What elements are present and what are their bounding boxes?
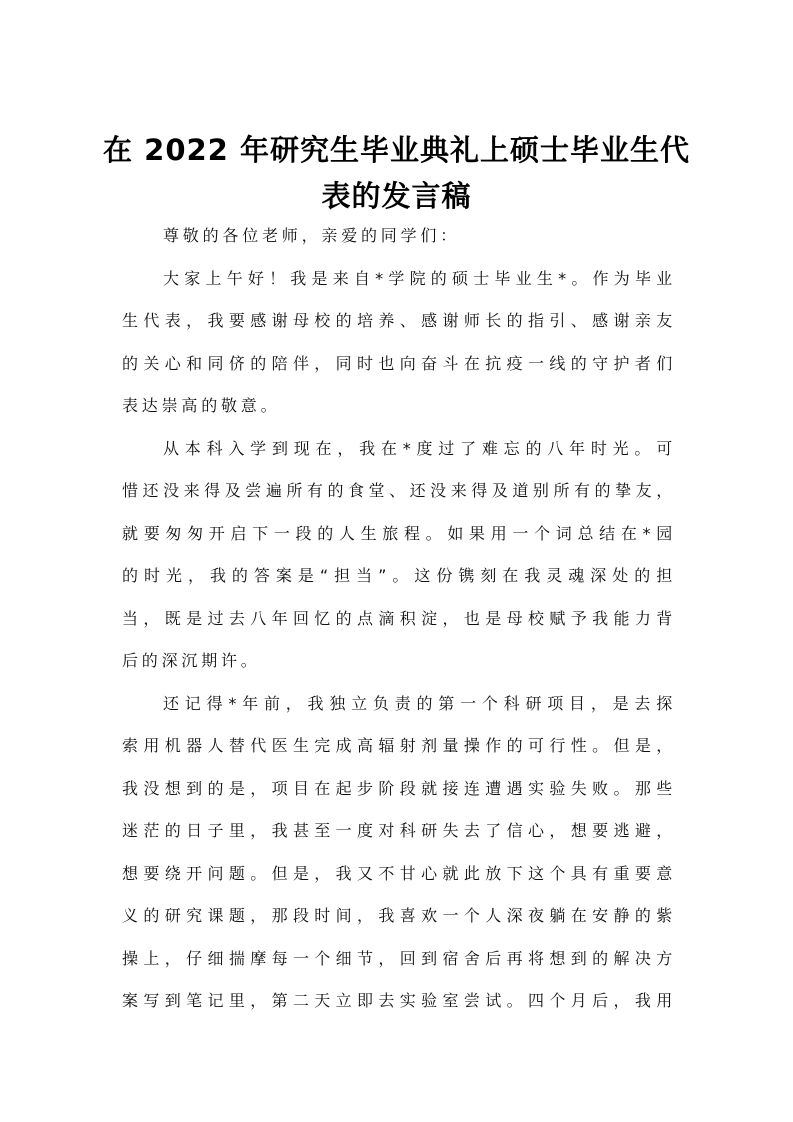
paragraph-line: 大家上午好！我是来自*学院的硕士毕业生*。作为毕业 — [163, 268, 676, 288]
paragraph — [122, 435, 676, 690]
paragraph-line: 后的深沉期许。 — [122, 651, 261, 670]
paragraph-line: 索用机器人替代医生完成高辐射剂量操作的可行性。但是， — [122, 736, 676, 755]
paragraph-line: 迷茫的日子里，我甚至一度对科研失去了信心，想要逃避， — [122, 821, 676, 840]
paragraph-line: 表达崇高的敬意。 — [122, 396, 281, 415]
paragraph — [122, 265, 676, 435]
paragraph-line: 惜还没来得及尝遍所有的食堂、还没来得及道别所有的挚友， — [122, 481, 676, 500]
document-title-line-1: 在 2022 年研究生毕业典礼上硕士毕业生代 — [103, 133, 690, 167]
document-body — [122, 222, 676, 1030]
paragraph-line: 我没想到的是，项目在起步阶段就接连遭遇实验失败。那些 — [122, 778, 676, 798]
paragraph-line: 还记得*年前，我独立负责的第一个科研项目，是去探 — [163, 693, 676, 713]
paragraph — [122, 222, 676, 265]
paragraph — [122, 690, 676, 1030]
document-title-line-2: 表的发言稿 — [321, 179, 472, 213]
paragraph-line: 操上，仔细揣摩每一个细节，回到宿舍后再将想到的解决方 — [122, 948, 676, 968]
paragraph-line: 的时光，我的答案是“担当”。这份镌刻在我灵魂深处的担 — [122, 566, 676, 585]
paragraph-line: 就要匆匆开启下一段的人生旅程。如果用一个词总结在*园 — [122, 523, 676, 543]
paragraph-line: 从本科入学到现在，我在*度过了难忘的八年时光。可 — [163, 438, 676, 458]
paragraph-line: 的关心和同侪的陪伴，同时也向奋斗在抗疫一线的守护者们 — [122, 353, 676, 373]
paragraph-line: 尊敬的各位老师，亲爱的同学们： — [163, 226, 461, 245]
paragraph-line: 想要绕开问题。但是，我又不甘心就此放下这个具有重要意 — [122, 863, 676, 883]
paragraph-line: 生代表，我要感谢母校的培养、感谢师长的指引、感谢亲友 — [122, 311, 676, 330]
paragraph-line: 义的研究课题，那段时间，我喜欢一个人深夜躺在安静的紫 — [122, 906, 676, 925]
paragraph-line: 当，既是过去八年回忆的点滴积淀，也是母校赋予我能力背 — [122, 608, 676, 628]
paragraph-line: 案写到笔记里，第二天立即去实验室尝试。四个月后，我用 — [122, 991, 676, 1010]
